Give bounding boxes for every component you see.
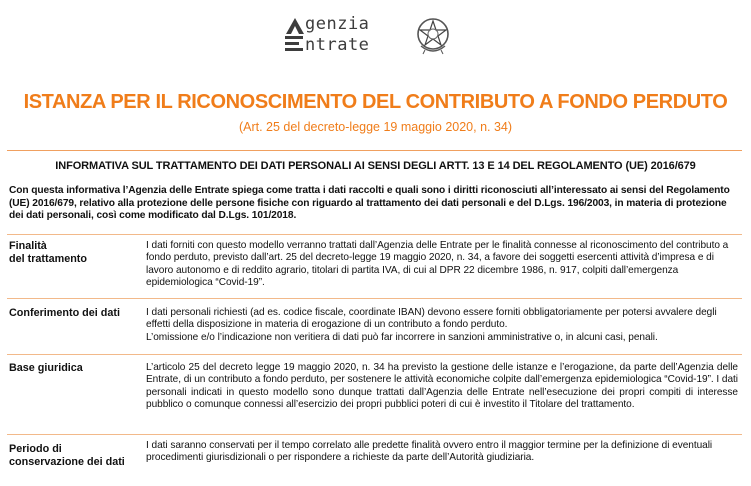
section-label-conferimento bbox=[9, 307, 134, 320]
section-paragraph: I dati personali richiesti (ad es. codice fiscale, coordinate IBAN) devono essere forniti obbligatoriamente per potersi avvalere degli effetti della disposizione in materia di erogazione di un contributo a fondo perduto. bbox=[146, 307, 717, 331]
page-title: ISTANZA PER IL RICONOSCIMENTO DEL CONTRIBUTO A FONDO PERDUTO bbox=[23, 91, 728, 113]
divider bbox=[7, 234, 742, 235]
agenzia-entrate-mark-icon bbox=[283, 16, 307, 56]
section-text-periodo: I dati saranno conservati per il tempo correlato alle predette finalità ovvero entro il maggior termine per la definizione di eventuali procedimenti giurisdizionali o per rispondere a richieste da parte dell’Autorità giudiziaria. bbox=[146, 440, 713, 464]
section-label-line: Finalità bbox=[9, 240, 47, 252]
divider bbox=[7, 298, 742, 299]
section-label-base-giuridica bbox=[9, 362, 134, 375]
divider bbox=[7, 434, 742, 435]
section-label-finalita bbox=[9, 240, 134, 266]
agenzia-entrate-logo bbox=[283, 12, 453, 60]
intro-paragraph: Con questa informativa l’Agenzia delle Entrate spiega come tratta i dati raccolti e quali sono i diritti riconosciuti all’interessato ai sensi del Regolamento (UE) 2016/679, relativo alla protezione delle persone fisiche con riguardo al trattamento dei dati personali e del D.Lgs. 196/2003, in materia di protezione dei dati personali, così come modificato dal D.Lgs. 101/2018. bbox=[9, 185, 730, 222]
section-label-line: Periodo di bbox=[9, 443, 62, 455]
section-label-line: Conferimento dei dati bbox=[9, 307, 120, 319]
italian-republic-emblem-icon bbox=[415, 12, 451, 58]
section-label-line: conservazione dei dati bbox=[9, 456, 125, 468]
section-text-base-giuridica: L’articolo 25 del decreto legge 19 maggio 2020, n. 34 ha previsto la gestione delle istanze e l’erogazione, da parte dell’Agenzia delle Entrate, di un contributo a fondo perduto, per sostenere le attività economiche colpite dall’emergenza epidemiologica “Covid-19”. I dati personali indicati in questo modello sono dunque trattati dall’Agenzia delle Entrate nell’esecuzione dei propri compiti di interesse pubblico o comunque connessi all’esercizio dei propri pubblici poteri di cui è investito il Titolare del trattamento. bbox=[146, 362, 738, 411]
logo-text-line2: ntrate bbox=[305, 35, 370, 55]
informativa-heading: INFORMATIVA SUL TRATTAMENTO DEI DATI PERSONALI AI SENSI DEGLI ARTT. 13 E 14 DEL REGOLAMENTO (UE) 2016/679 bbox=[55, 160, 696, 172]
logo-text-line1: genzia bbox=[305, 14, 370, 34]
section-paragraph: L’omissione e/o l’indicazione non veritiera di dati può far incorrere in sanzioni amministrative o, in alcuni casi, penali. bbox=[146, 331, 658, 343]
section-label-periodo bbox=[9, 443, 134, 469]
section-label-line: Base giuridica bbox=[9, 362, 83, 374]
divider bbox=[7, 354, 742, 355]
section-text-conferimento bbox=[146, 307, 738, 344]
divider bbox=[7, 150, 742, 151]
page-subtitle: (Art. 25 del decreto-legge 19 maggio 2020, n. 34) bbox=[238, 120, 513, 134]
section-label-line: del trattamento bbox=[9, 253, 87, 265]
section-text-finalita: I dati forniti con questo modello verranno trattati dall’Agenzia delle Entrate per le finalità connesse al riconoscimento del contributo a fondo perduto, previsto dall’art. 25 del decreto-legge 19 maggio 2020, n. 34, a favore dei soggetti esercenti attività d’impresa e di lavoro autonomo e di reddito agrario, titolari di partita IVA, di cui al DPR 22 dicembre 1986, n. 917, colpiti dall’emergenza epidemiologica “Covid-19”. bbox=[146, 240, 729, 289]
